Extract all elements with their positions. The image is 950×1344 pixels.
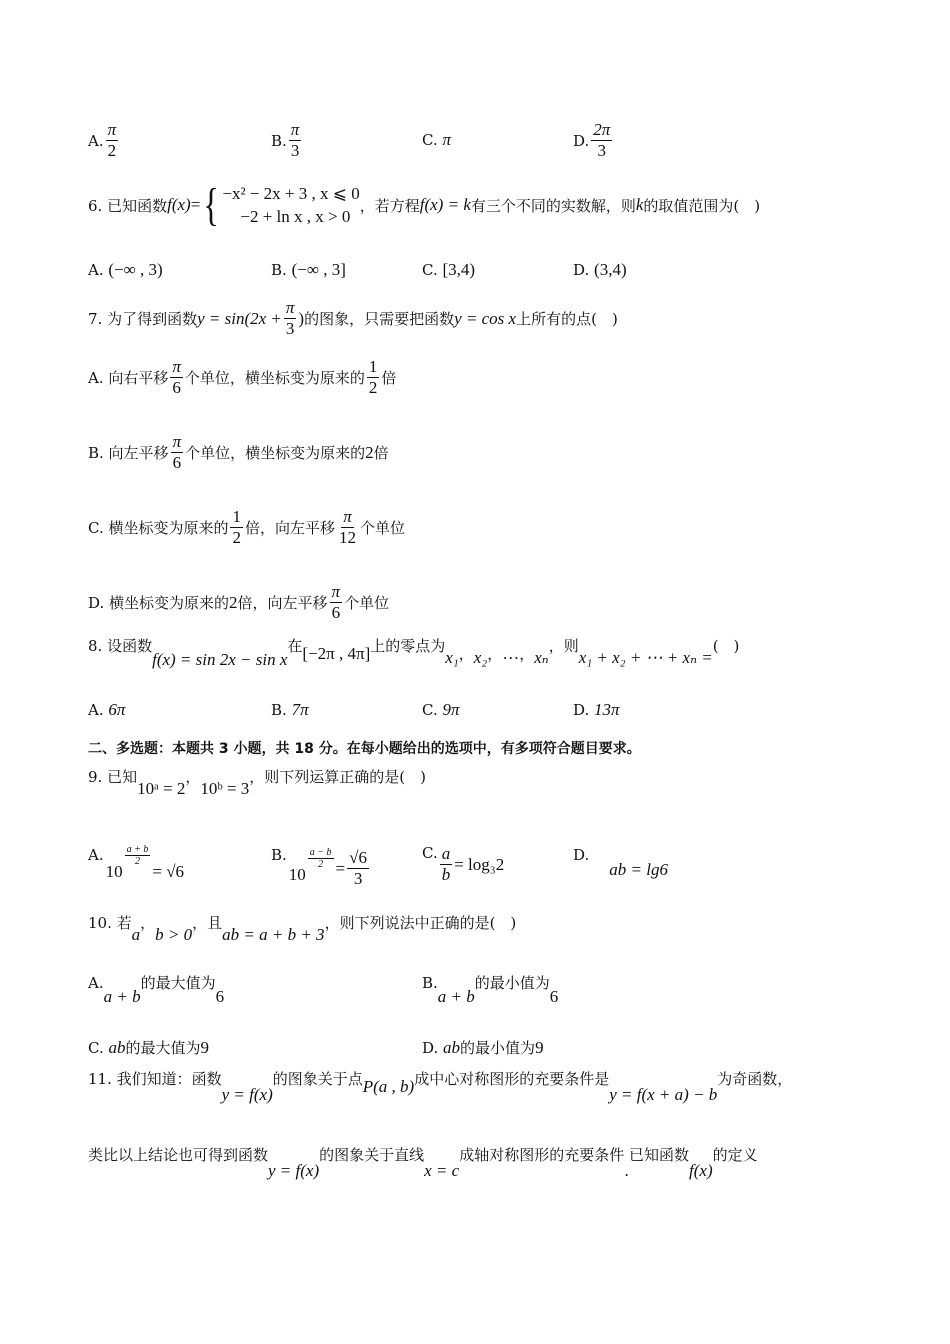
q8-mid: 在 <box>287 637 303 655</box>
q9-option-a <box>88 844 185 881</box>
q6-fx: f(x) <box>167 195 191 214</box>
q10-option-c-expr: ab <box>108 1037 126 1057</box>
q7-option-d-pre: D. 横坐标变为原来的 <box>88 594 230 612</box>
q6-option-b-value: (−∞ , 3] <box>291 260 346 279</box>
q9-prefix: 9. 已知 <box>88 768 138 786</box>
q10-option-c-text: 的最大值为 <box>125 1039 201 1057</box>
q6-equation: f(x) = k <box>419 195 471 214</box>
q9-option-d-value: ab = lg6 <box>609 860 668 879</box>
q5-option-b-label: B. <box>271 131 287 150</box>
q8-option-c <box>422 700 460 720</box>
q11-p4: 为奇函数， <box>717 1070 793 1088</box>
q10-option-b-label: B. <box>422 973 438 992</box>
q7-option-a-pre: A. 向右平移 <box>88 369 169 387</box>
q8-option-a-label: A. <box>88 701 104 719</box>
q8-interval: [−2π , 4π] <box>302 643 371 663</box>
q7-y1a: y = sin(2x + <box>197 308 282 328</box>
q9-option-b-eq: = <box>335 858 346 878</box>
q11-p2: 的图象关于点 <box>272 1070 363 1088</box>
q9-option-a-rhs: = √6 <box>152 861 185 881</box>
q8-fx: f(x) = sin 2x − sin x <box>152 649 288 669</box>
q8-option-a <box>88 700 125 720</box>
q5-option-c-label: C. <box>422 131 438 149</box>
q11-p1: 11. 我们知道：函数 <box>88 1070 222 1088</box>
q6-mid: ，若方程 <box>359 196 420 215</box>
q9-option-b-frac: $\frac{√6}{3}$ <box>349 848 367 888</box>
q11-l2-p1: 类比以上结论也可得到函数 <box>88 1146 269 1164</box>
q11-point: P(a , b) <box>362 1076 415 1096</box>
q9-e1: 10ᵃ = 2 <box>137 778 186 798</box>
q8-option-a-value: 6π <box>108 700 126 719</box>
q6-option-c-value: [3,4) <box>442 260 476 279</box>
q8-option-d-label: D. <box>573 701 590 719</box>
q8-x1: x₁ <box>445 647 459 667</box>
q7-option-b-mid: 个单位，横坐标变为原来的 <box>185 444 366 462</box>
q6-option-b <box>271 260 346 280</box>
q10-option-b-text: 的最小值为 <box>474 974 550 992</box>
q8-option-b-label: B. <box>271 701 287 719</box>
q7-option-a-frac2: $\frac{1}{2}$ <box>368 357 378 397</box>
q8-option-b-value: 7π <box>291 700 309 719</box>
q6-stem <box>88 179 761 230</box>
q7-option-c <box>88 507 405 548</box>
q11-l2-p2: 的图象关于直线 <box>319 1146 425 1164</box>
q5-option-c-value: π <box>442 130 452 149</box>
q10-a: a <box>131 924 141 944</box>
q10-sep: ， <box>140 914 156 932</box>
q7-mid: 的图象，只需要把函数 <box>304 310 455 328</box>
q6-brace: { <box>203 179 220 230</box>
q11-y2: y = f(x + a) − b <box>609 1084 718 1104</box>
q6-option-d-label: D. <box>573 261 590 279</box>
q10-option-c <box>88 1037 209 1058</box>
q5-option-d-fraction: $\frac{2\pi}{3}$ <box>593 120 611 160</box>
q10-option-a-val: 6 <box>215 986 225 1006</box>
q5-option-b-fraction: $\frac{\pi}{3}$ <box>290 120 300 160</box>
q9-option-b-label: B. <box>271 846 287 864</box>
q8-stem <box>88 637 740 669</box>
q9-stem <box>88 768 426 798</box>
q10-option-d-label: D. <box>422 1038 439 1057</box>
q6-case1: −x² − 2x + 3 , x ⩽ 0 <box>222 184 360 203</box>
q9-e2: 10ᵇ = 3 <box>200 778 250 798</box>
q6-case2: −2 + ln x , x > 0 <box>240 207 351 226</box>
q11-line2 <box>88 1146 758 1180</box>
q5-option-d <box>573 120 614 161</box>
q7-option-b-suf: 倍 <box>373 444 389 462</box>
q9-option-b <box>271 840 371 888</box>
q8-option-c-label: C. <box>422 701 438 719</box>
q10-prefix: 10. 若 <box>88 914 132 932</box>
q8-mid2: 上的零点为 <box>370 637 446 655</box>
q8-suffix: ( ) <box>712 637 740 655</box>
q8-prefix: 8. 设函数 <box>88 637 153 655</box>
q6-piecewise <box>222 182 359 228</box>
q10-suffix: ，则下列说法中正确的是( ) <box>324 914 517 932</box>
q7-option-d-frac: $\frac{\pi}{6}$ <box>331 582 341 622</box>
q10-option-b <box>422 973 559 1006</box>
q7-option-d-suf: 个单位 <box>344 594 390 612</box>
q6-option-a-value: (−∞ , 3) <box>108 260 163 279</box>
q7-option-b <box>88 432 389 473</box>
q7-option-d-mid: 倍，向左平移 <box>237 594 328 612</box>
q6-option-c-label: C. <box>422 261 438 279</box>
q9-sep: ， <box>185 768 201 786</box>
q7-option-c-pre: C. 横坐标变为原来的 <box>88 519 229 537</box>
q11-l2-p4: 已知函数 <box>629 1146 690 1164</box>
q8-xn: xₙ <box>534 647 549 667</box>
q7-stem <box>88 298 618 339</box>
q10-stem <box>88 914 517 944</box>
q6-option-c <box>422 260 475 280</box>
q8-option-c-value: 9π <box>442 700 460 719</box>
q11-y1: y = f(x) <box>221 1084 273 1104</box>
q6-mid2: 有三个不同的实数解，则 <box>470 196 636 215</box>
q10-option-b-expr: a + b <box>437 986 475 1006</box>
q5-option-a <box>88 120 120 161</box>
q9-option-a-label: A. <box>88 846 104 864</box>
q10-option-d <box>422 1037 544 1058</box>
q7-option-c-suf: 个单位 <box>360 519 406 537</box>
q11-fx: f(x) <box>689 1160 713 1180</box>
q10-option-c-label: C. <box>88 1038 104 1057</box>
q6-k: k <box>635 195 644 214</box>
q9-option-a-exp: $\frac{a + b}{2}$ <box>126 844 149 867</box>
q7-option-a-mid: 个单位，横坐标变为原来的 <box>184 369 365 387</box>
q6-option-a <box>88 260 163 280</box>
q5-option-d-label: D. <box>573 131 590 150</box>
q7-option-d-val: 2 <box>229 592 238 612</box>
q7-option-a-suf: 倍 <box>381 369 397 387</box>
q5-option-c <box>422 130 451 150</box>
q7-option-b-frac: $\frac{\pi}{6}$ <box>172 432 182 472</box>
q7-option-c-frac2: $\frac{\pi}{12}$ <box>339 507 356 547</box>
q6-option-a-label: A. <box>88 261 104 279</box>
q11-line1 <box>88 1070 793 1104</box>
q11-xc: x = c <box>424 1160 460 1180</box>
q9-option-d-label: D. <box>573 846 590 864</box>
q9-option-c-frac: $\frac{a}{b}$ <box>441 844 451 884</box>
q8-option-d <box>573 700 620 720</box>
q9-suffix: ，则下列运算正确的是( ) <box>249 768 426 786</box>
q11-dot: . <box>624 1161 629 1180</box>
q7-option-a <box>88 357 396 398</box>
q9-option-b-base: 10 <box>288 864 306 884</box>
q10-option-a-expr: a + b <box>103 986 141 1006</box>
q6-eq: = <box>190 195 201 214</box>
q7-suffix: 上所有的点( ) <box>516 310 618 328</box>
q10-option-d-val: 9 <box>535 1037 544 1057</box>
q10-option-a <box>88 973 225 1006</box>
q7-option-d <box>88 582 389 623</box>
q9-option-c <box>422 844 504 885</box>
q7-y1b: ) <box>298 308 305 328</box>
q10-option-d-expr: ab <box>443 1037 461 1057</box>
q11-l2-p5: 的定义 <box>712 1146 758 1164</box>
q9-option-c-rhs: = log₃2 <box>454 854 505 874</box>
q7-option-c-mid: 倍，向左平移 <box>244 519 335 537</box>
q11-y3: y = f(x) <box>268 1160 320 1180</box>
q5-option-b <box>271 120 303 161</box>
q9-option-d <box>573 846 668 879</box>
q7-option-a-frac1: $\frac{\pi}{6}$ <box>172 357 181 397</box>
q5-option-a-fraction: $\frac{\pi}{2}$ <box>107 120 117 160</box>
q10-b: b > 0 <box>155 924 193 944</box>
q10-cond: ab = a + b + 3 <box>222 924 325 944</box>
q8-sep2: ， <box>487 645 503 663</box>
q5-option-a-label: A. <box>88 131 104 150</box>
q6-option-d <box>573 260 627 280</box>
q10-option-d-text: 的最小值为 <box>460 1039 536 1057</box>
q7-option-b-pre: B. 向左平移 <box>88 444 169 462</box>
q7-option-b-val: 2 <box>365 442 374 462</box>
q10-option-c-val: 9 <box>200 1037 210 1057</box>
q10-and: ，且 <box>192 914 223 932</box>
q6-suffix: 的取值范围为( ) <box>643 196 761 215</box>
q8-sum: x₁ + x₂ + ⋯ + xₙ = <box>578 647 713 667</box>
q6-prefix: 6. 已知函数 <box>88 196 168 215</box>
q10-option-a-text: 的最大值为 <box>140 974 216 992</box>
q8-option-d-value: 13π <box>594 700 620 719</box>
q11-l2-p3: 成轴对称图形的充要条件 <box>459 1146 625 1164</box>
q10-option-b-val: 6 <box>549 986 559 1006</box>
q11-p3: 成中心对称图形的充要条件是 <box>414 1070 610 1088</box>
q7-option-c-frac1: $\frac{1}{2}$ <box>232 507 241 547</box>
section-2-heading: 二、多选题：本题共 3 小题，共 18 分。在每小题给出的选项中，有多项符合题目要求。 <box>88 741 641 757</box>
q7-y1-fraction: $\frac{\pi}{3}$ <box>285 298 295 338</box>
q7-y2: y = cos x <box>454 308 517 328</box>
q8-option-b <box>271 700 309 720</box>
q9-option-c-label: C. <box>422 844 438 862</box>
q7-prefix: 7. 为了得到函数 <box>88 310 198 328</box>
q8-x2: x₂ <box>473 647 488 667</box>
q6-option-d-value: (3,4) <box>594 260 627 279</box>
q8-sep1: ， <box>458 645 474 663</box>
q9-option-b-exp: $\frac{a - b}{2}$ <box>309 847 332 870</box>
q6-option-b-label: B. <box>271 261 287 279</box>
q10-option-a-label: A. <box>88 973 104 992</box>
q8-dots: … <box>502 643 520 663</box>
q9-option-a-base: 10 <box>105 861 123 881</box>
q8-sep3: ， <box>519 645 535 663</box>
q8-then: ，则 <box>548 637 579 655</box>
